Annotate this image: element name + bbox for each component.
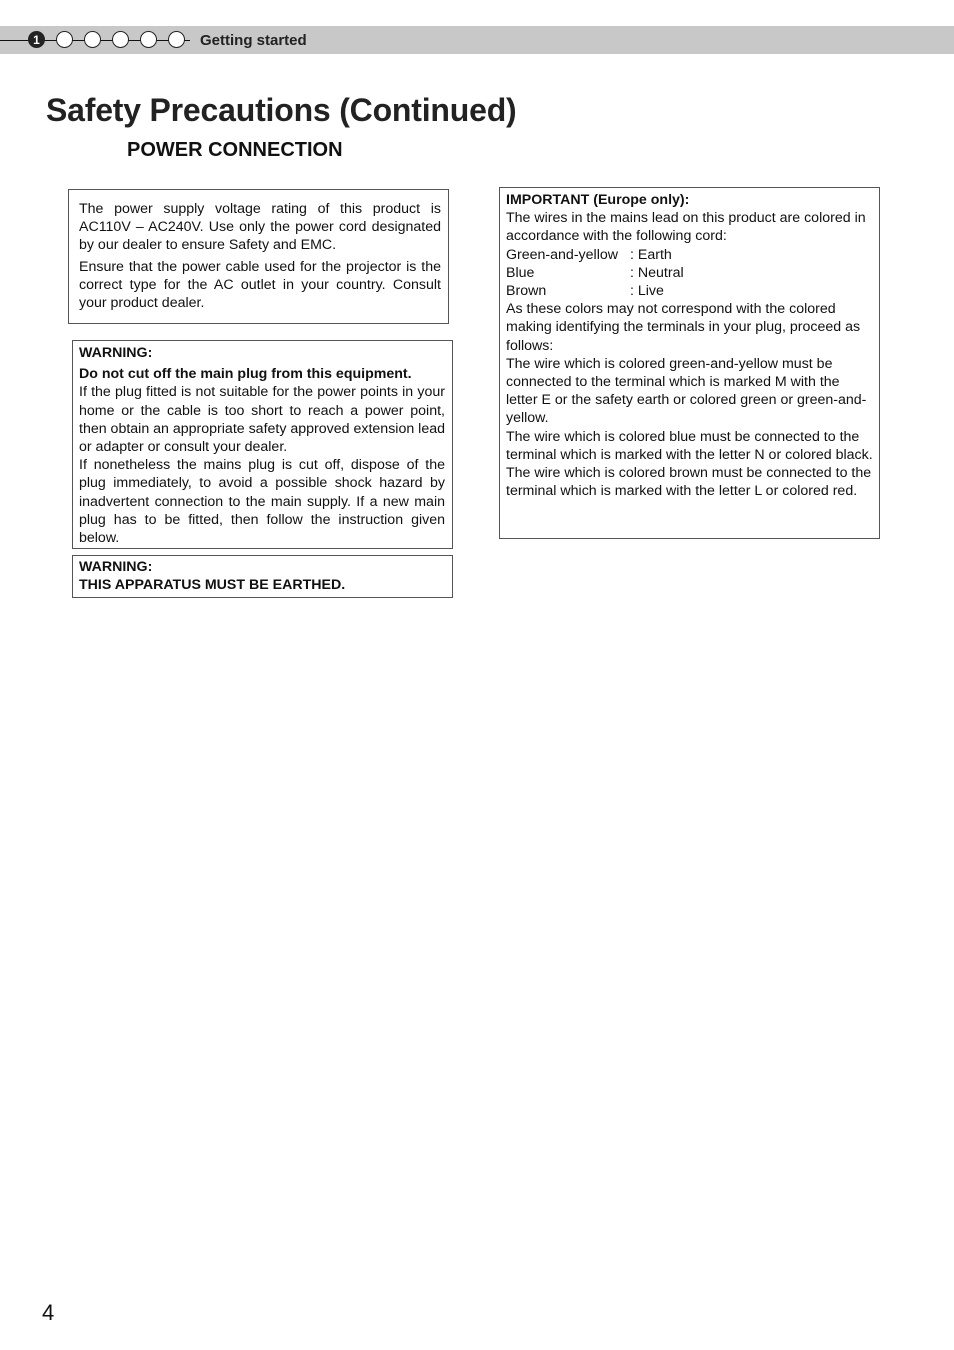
wiring-paragraph: The wire which is colored green-and-yellow must be connected to the terminal which is marked M with the letter E or the safety earth or colored green or green-and-yellow.	[506, 355, 867, 427]
voltage-paragraph: The power supply voltage rating of this product is AC110V – AC240V. Use only the power cord designated by our dealer to ensure Safety and EMC.	[79, 201, 441, 254]
europe-wiring-box	[499, 187, 880, 539]
chapter-indicator	[84, 31, 101, 48]
wire-color-row	[506, 246, 873, 264]
warning-label: WARNING:	[79, 559, 153, 575]
cable-paragraph: Ensure that the power cable used for the projector is the correct type for the AC outlet in your country. Consult your product dealer.	[79, 258, 441, 312]
page-title: Safety Precautions (Continued)	[46, 92, 517, 128]
wiring-intro: The wires in the mains lead on this product are colored in accordance with the following cord:	[506, 210, 866, 245]
chapter-indicator	[112, 31, 129, 48]
plug-warning-box	[72, 340, 453, 549]
chapter-indicator	[168, 31, 185, 48]
section-heading: POWER CONNECTION	[127, 139, 343, 161]
earth-warning-text: THIS APPARATUS MUST BE EARTHED.	[79, 577, 346, 594]
wire-color-meaning: : Earth	[630, 246, 672, 263]
section-name: Getting started	[200, 32, 307, 49]
chapter-indicator	[56, 31, 73, 48]
chapter-indicator	[140, 31, 157, 48]
warning-heading: Do not cut off the main plug from this equipment.	[79, 366, 412, 383]
wire-color-name: Brown	[506, 283, 547, 300]
earth-warning-box	[72, 555, 453, 598]
wire-color-name: Green-and-yellow	[506, 246, 618, 263]
important-heading: IMPORTANT (Europe only):	[506, 192, 690, 208]
warning-paragraph: If the plug fitted is not suitable for the power points in your home or the cable is too short to reach a power point, then obtain an appropriate safety approved extension lead or adapter or consult your dealer.	[79, 384, 445, 456]
voltage-info-box	[68, 189, 449, 324]
page-number: 4	[42, 1300, 55, 1325]
warning-paragraph: If nonetheless the mains plug is cut off, dispose of the plug immediately, to avoid a possible shock hazard by inadvertent connection to the main supply. If a new main plug has to be fitted, then follow the instruction given below.	[79, 457, 445, 547]
wiring-paragraph: The wire which is colored blue must be connected to the terminal which is marked with the letter N or colored black.	[506, 428, 873, 463]
wire-color-row	[506, 282, 873, 300]
wiring-paragraph: The wire which is colored brown must be connected to the terminal which is marked with the letter L or colored red.	[506, 465, 872, 500]
wire-color-meaning: : Neutral	[630, 264, 684, 281]
wiring-paragraph: As these colors may not correspond with the colored making identifying the terminals in your plug, proceed as follows:	[506, 301, 861, 354]
wire-color-row	[506, 264, 873, 282]
wire-color-name: Blue	[506, 264, 535, 281]
wire-color-meaning: : Live	[630, 283, 664, 300]
chapter-indicator-active: 1	[28, 31, 45, 48]
warning-label: WARNING:	[79, 345, 153, 361]
